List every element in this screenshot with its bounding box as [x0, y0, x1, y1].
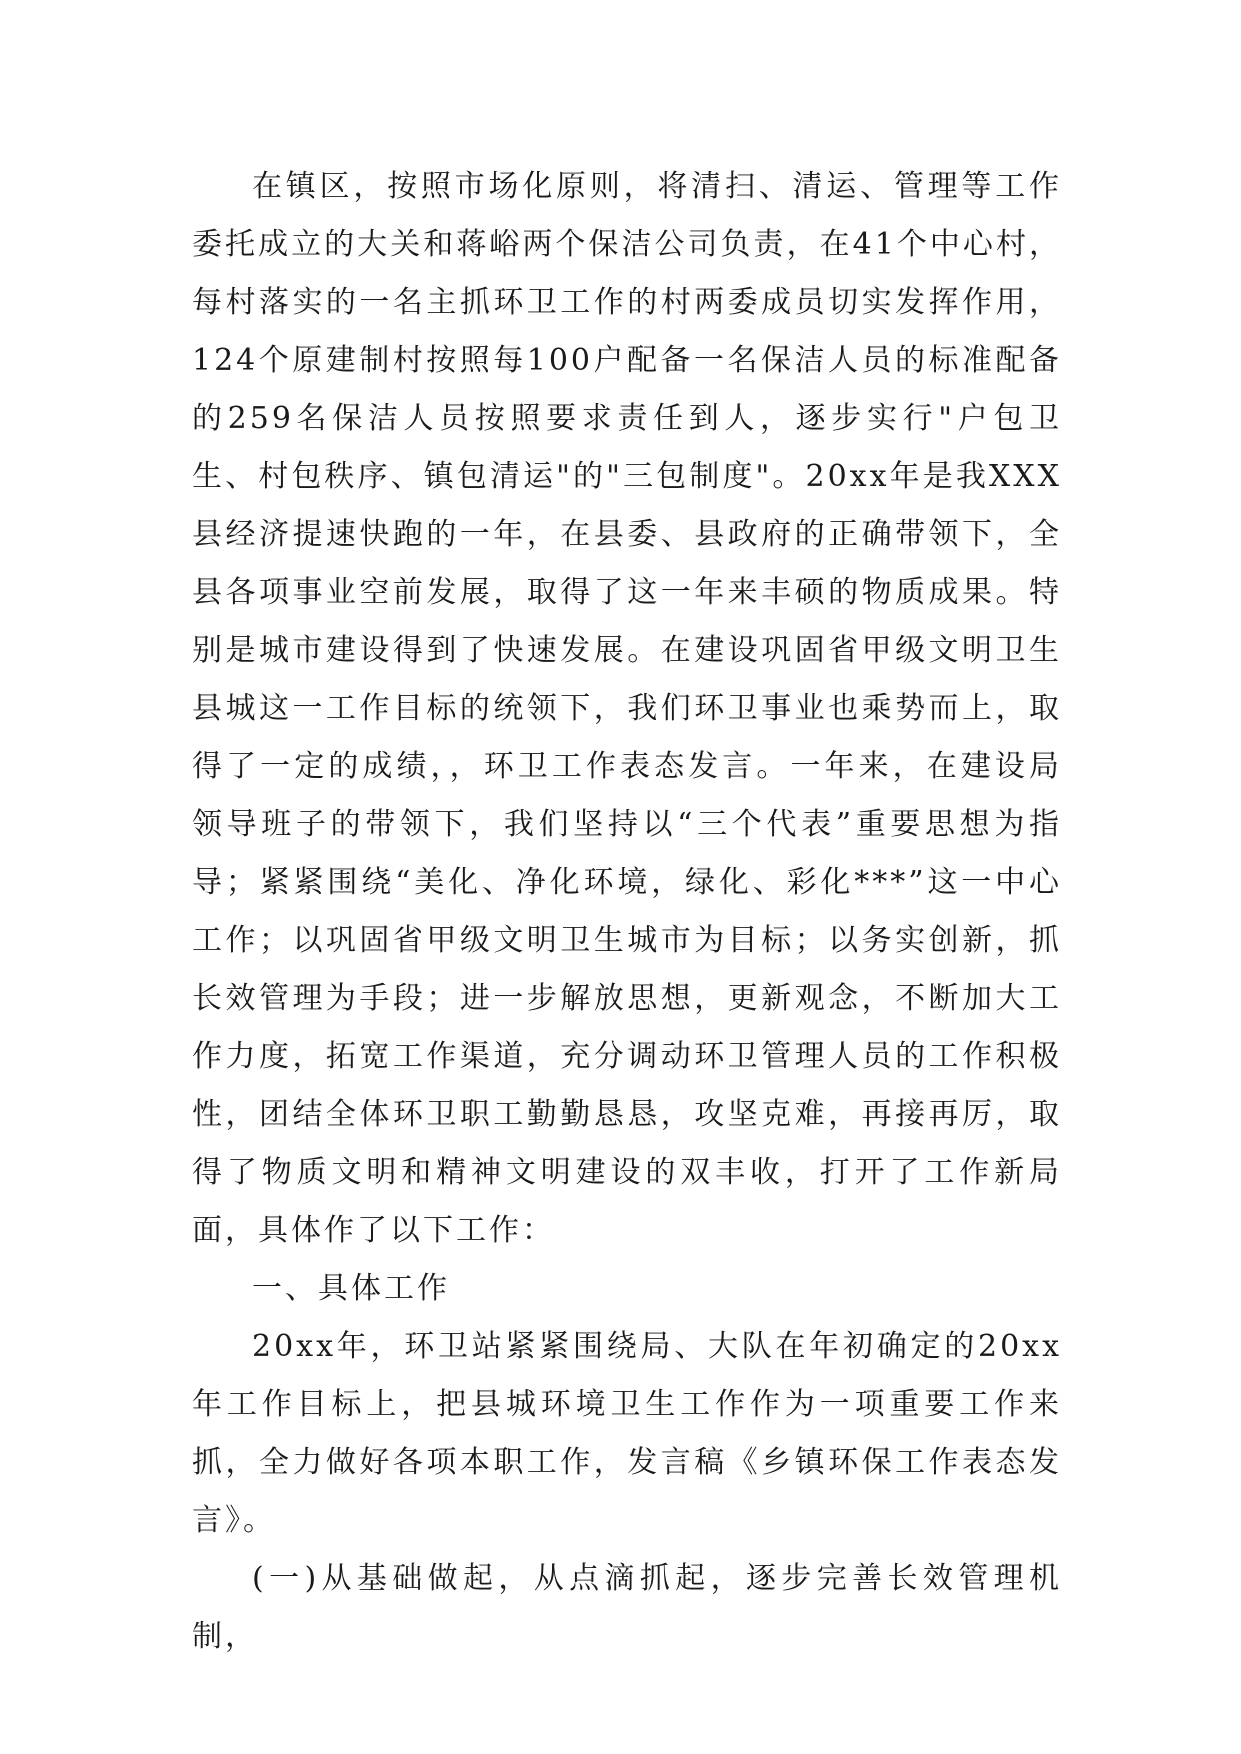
section-heading-specific-work: 一、具体工作	[252, 1271, 450, 1306]
paragraph-subsection-one: (一)从基础做起，从点滴抓起，逐步完善长效管理机制，	[192, 1561, 1062, 1654]
paragraph-sanitation-overview: 在镇区，按照市场化原则，将清扫、清运、管理等工作委托成立的大关和蒋峪两个保洁公司负责，在41个中心村，每村落实的一名主抓环卫工作的村两委成员切实发挥作用，124个原建制村按照每100户配备一名保洁人员的标准配备的259名保洁人员按照要求责任到人，逐步实行"户包卫生、村包秩序、镇包清运"的"三包制度"。20xx年是我XXX县经济提速快跑的一年，在县委、县政府的正确带领下，全县各项事业空前发展，取得了这一年来丰硕的物质成果。特别是城市建设得到了快速发展。在建设巩固省甲级文明卫生县城这一工作目标的统领下，我们环卫事业也乘势而上，取得了一定的成绩，，环卫工作表态发言。一年来，在建设局领导班子的带领下，我们坚持以“三个代表”重要思想为指导；紧紧围绕“美化、净化环境，绿化、彩化***”这一中心工作；以巩固省甲级文明卫生城市为目标；以务实创新，抓长效管理为手段；进一步解放思想，更新观念，不断加大工作力度，拓宽工作渠道，充分调动环卫管理人员的工作积极性，团结全体环卫职工勤勤恳恳，攻坚克难，再接再厉，取得了物质文明和精神文明建设的双丰收，打开了工作新局面，具体作了以下工作：	[192, 169, 1062, 1248]
document-body	[192, 158, 1062, 1666]
paragraph-annual-goals: 20xx年，环卫站紧紧围绕局、大队在年初确定的20xx年工作目标上，把县城环境卫生工作作为一项重要工作来抓，全力做好各项本职工作，发言稿《乡镇环保工作表态发言》。	[192, 1329, 1062, 1538]
